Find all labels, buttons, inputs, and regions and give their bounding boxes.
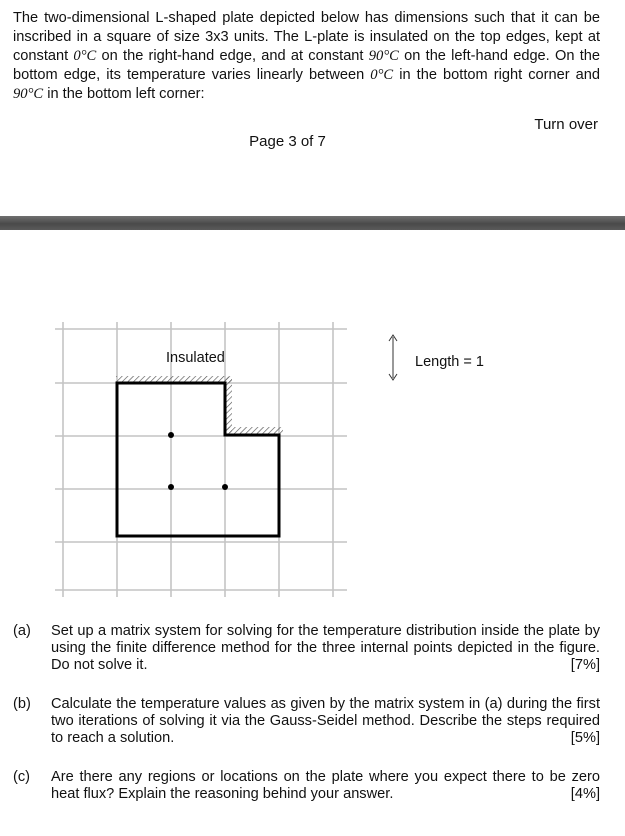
intro-text-5: in the bottom left corner: [43,86,205,102]
internal-nodes [168,432,228,490]
turn-over-note: Turn over [534,116,598,133]
question-c-text: Are there any regions or locations on the plate where you expect there to be zero heat flux? Explain the reasoning behind your answer. [51,769,600,802]
length-arrow [389,335,397,380]
insulated-label: Insulated [166,350,225,366]
question-c-marks: [4%] [570,786,600,802]
node-1 [168,432,174,438]
temperature-zero-bottom: 0°C [370,67,394,83]
intro-text-4: in the bottom right corner and [393,67,600,83]
question-a-text: Set up a matrix system for solving for the temperature distribution inside the plate by using the finite difference method for the three internal points depicted in the figure. Do not solve it. [51,623,600,673]
question-c-label: (c) [13,769,31,785]
problem-statement [13,9,600,104]
page-divider [0,216,625,230]
page-number: Page 3 of 7 [249,133,326,150]
intro-text-2: on the right-hand edge, and at constant [96,48,369,64]
length-label: Length = 1 [415,354,484,370]
question-b [13,696,600,747]
question-b-text: Calculate the temperature values as given by the matrix system in (a) during the first two iterations of solving it via the Gauss-Seidel method. Describe the steps required to reach a solution. [51,696,600,746]
temperature-ninety: 90°C [368,48,399,64]
l-plate-figure [0,300,625,620]
question-a-marks: [7%] [570,657,600,673]
intro-text-3: on the left-hand edge. On the bottom edge, its temperature varies linearly between [13,48,600,83]
temperature-ninety-bottom: 90°C [13,86,44,102]
insulation-hatching [116,376,283,435]
intro-text-1: The two-dimensional L-shaped plate depicted below has dimensions such that it can be inscribed in a square of size 3x3 units. The L-plate is insulated on the top edges, kept at constant [13,10,600,64]
node-3 [222,484,228,490]
question-a-label: (a) [13,623,31,639]
temperature-zero: 0°C [73,48,97,64]
l-plate-outline [117,383,279,536]
question-c [13,769,600,803]
question-b-label: (b) [13,696,31,712]
question-b-marks: [5%] [570,730,600,746]
node-2 [168,484,174,490]
question-a [13,623,600,674]
